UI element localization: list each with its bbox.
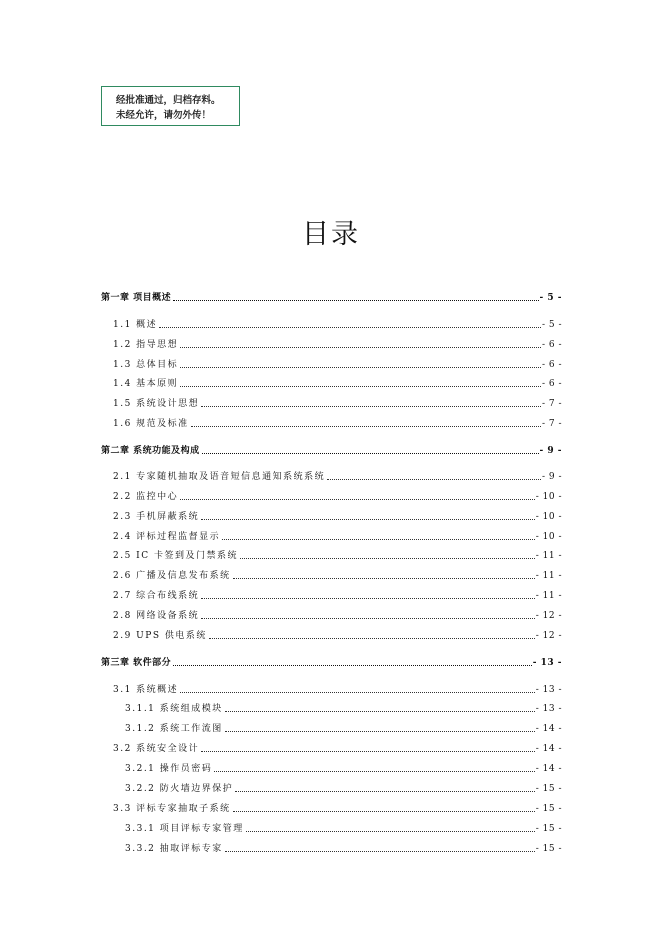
dot-leader: [327, 479, 541, 480]
dot-leader: [222, 539, 535, 540]
dot-leader: [159, 327, 541, 328]
toc-section-entry[interactable]: [113, 376, 562, 390]
dot-leader: [180, 692, 535, 693]
toc-entry-page: - 15 -: [535, 844, 562, 854]
toc-section-entry[interactable]: [113, 509, 562, 523]
toc-entry-page: - 6 -: [541, 360, 562, 370]
toc-entry-page: - 14 -: [535, 744, 562, 754]
dot-leader: [233, 811, 535, 812]
toc-subsection-entry[interactable]: [125, 781, 562, 795]
toc-entry-page: - 13 -: [535, 685, 562, 695]
toc-entry-page: - 7 -: [541, 399, 562, 409]
toc-entry-label: 1.5 系统设计思想: [113, 399, 200, 409]
toc-entry-page: - 6 -: [541, 340, 562, 350]
toc-entry-label: 3.2.2 防火墙边界保护: [125, 784, 234, 794]
toc-section-entry[interactable]: [113, 317, 562, 331]
toc-subsection-entry[interactable]: [125, 821, 562, 835]
dot-leader: [191, 426, 541, 427]
dot-leader: [180, 386, 541, 387]
toc-entry-page: - 9 -: [539, 446, 562, 456]
toc-entry-page: - 14 -: [535, 764, 562, 774]
dot-leader: [201, 406, 541, 407]
toc-entry-page: - 6 -: [541, 379, 562, 389]
toc-section-entry[interactable]: [113, 529, 562, 543]
notice-line-2: 未经允许，请勿外传！: [116, 110, 212, 121]
toc-section-entry[interactable]: [113, 801, 562, 815]
toc-entry-label: 3.1.1 系统组成模块: [125, 704, 223, 714]
toc-entry-page: - 5 -: [541, 320, 562, 330]
dot-leader: [246, 831, 535, 832]
toc-title: 目录: [302, 219, 360, 250]
toc-entry-label: 2.1 专家随机抽取及语音短信息通知系统系统: [113, 472, 326, 482]
toc-section-entry[interactable]: [113, 588, 562, 602]
toc-entry-label: 3.2.1 操作员密码: [125, 764, 213, 774]
toc-section-entry[interactable]: [113, 608, 562, 622]
toc-entry-page: - 5 -: [539, 293, 562, 303]
toc-entry-page: - 12 -: [535, 631, 562, 641]
toc-section-entry[interactable]: [113, 628, 562, 642]
toc-entry-page: - 7 -: [541, 419, 562, 429]
toc-entry-page: - 15 -: [535, 784, 562, 794]
toc-entry-page: - 11 -: [535, 571, 562, 581]
toc-entry-page: - 13 -: [532, 658, 562, 668]
toc-subsection-entry[interactable]: [125, 721, 562, 735]
dot-leader: [214, 771, 534, 772]
toc-section-entry[interactable]: [113, 357, 562, 371]
dot-leader: [240, 558, 535, 559]
toc-entry-label: 2.6 广播及信息发布系统: [113, 571, 231, 581]
toc-section-entry[interactable]: [113, 741, 562, 755]
dot-leader: [225, 711, 535, 712]
toc-entry-page: - 9 -: [541, 472, 562, 482]
toc-entry-page: - 12 -: [535, 611, 562, 621]
toc-chapter-entry[interactable]: [101, 655, 562, 669]
toc-entry-page: - 11 -: [535, 591, 562, 601]
toc-entry-page: - 11 -: [535, 551, 562, 561]
dot-leader: [225, 851, 535, 852]
toc-section-entry[interactable]: [113, 548, 562, 562]
dot-leader: [202, 453, 539, 454]
toc-entry-label: 第一章 项目概述: [101, 293, 172, 303]
toc-subsection-entry[interactable]: [125, 841, 562, 855]
toc-entry-page: - 13 -: [535, 704, 562, 714]
toc-section-entry[interactable]: [113, 337, 562, 351]
toc-entry-label: 2.5 IC 卡签到及门禁系统: [113, 551, 238, 561]
toc-entry-label: 2.3 手机屏蔽系统: [113, 512, 200, 522]
toc-entry-page: - 15 -: [535, 804, 562, 814]
dot-leader: [180, 347, 541, 348]
toc-entry-page: - 14 -: [535, 724, 562, 734]
dot-leader: [173, 300, 538, 301]
toc-entry-page: - 15 -: [535, 824, 562, 834]
approval-notice-box: [101, 86, 240, 126]
toc-entry-label: 1.3 总体目标: [113, 360, 179, 370]
toc-entry-label: 2.8 网络设备系统: [113, 611, 200, 621]
dot-leader: [180, 499, 535, 500]
notice-line-1: 经批准通过，归档存料。: [116, 95, 221, 106]
toc-entry-label: 3.2 系统安全设计: [113, 744, 200, 754]
toc-entry-label: 1.1 概述: [113, 320, 158, 330]
toc-subsection-entry[interactable]: [125, 701, 562, 715]
toc-entry-label: 第三章 软件部分: [101, 658, 172, 668]
dot-leader: [173, 665, 532, 666]
toc-entry-label: 3.1 系统概述: [113, 685, 179, 695]
toc-entry-label: 3.3 评标专家抽取子系统: [113, 804, 231, 814]
toc-section-entry[interactable]: [113, 469, 562, 483]
toc-entry-label: 第二章 系统功能及构成: [101, 446, 200, 456]
dot-leader: [233, 578, 535, 579]
toc-entry-label: 3.3.2 抽取评标专家: [125, 844, 223, 854]
toc-entry-label: 1.4 基本原则: [113, 379, 179, 389]
toc-subsection-entry[interactable]: [125, 761, 562, 775]
dot-leader: [180, 367, 541, 368]
toc-entry-label: 3.1.2 系统工作流图: [125, 724, 223, 734]
toc-entry-page: - 10 -: [535, 512, 562, 522]
toc-section-entry[interactable]: [113, 416, 562, 430]
dot-leader: [201, 519, 535, 520]
dot-leader: [201, 598, 535, 599]
toc-entry-label: 2.4 评标过程监督显示: [113, 532, 221, 542]
dot-leader: [201, 751, 535, 752]
toc-entry-label: 2.2 监控中心: [113, 492, 179, 502]
toc-entry-label: 2.9 UPS 供电系统: [113, 631, 207, 641]
toc-section-entry[interactable]: [113, 682, 562, 696]
toc-entry-label: 2.7 综合布线系统: [113, 591, 200, 601]
toc-entry-page: - 10 -: [535, 492, 562, 502]
toc-section-entry[interactable]: [113, 568, 562, 582]
toc-section-entry[interactable]: [113, 396, 562, 410]
toc-entry-label: 3.3.1 项目评标专家管理: [125, 824, 244, 834]
dot-leader: [225, 731, 535, 732]
toc-chapter-entry[interactable]: [101, 443, 562, 457]
toc-chapter-entry[interactable]: [101, 290, 562, 304]
toc-entry-page: - 10 -: [535, 532, 562, 542]
dot-leader: [209, 638, 535, 639]
toc-section-entry[interactable]: [113, 489, 562, 503]
dot-leader: [235, 791, 534, 792]
dot-leader: [201, 618, 535, 619]
toc-entry-label: 1.6 规范及标准: [113, 419, 189, 429]
toc-entry-label: 1.2 指导思想: [113, 340, 179, 350]
